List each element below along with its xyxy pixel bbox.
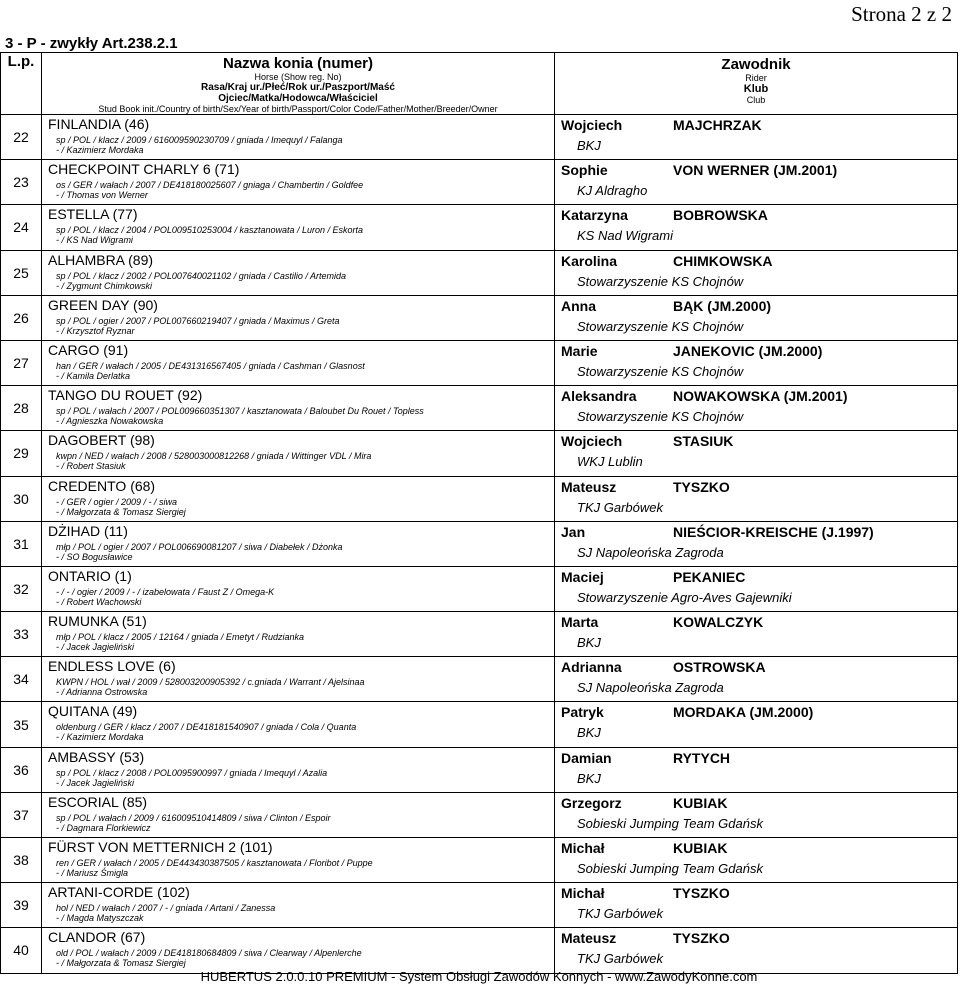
horse-name: ENDLESS LOVE (6) <box>48 658 176 675</box>
rider-last-name: VON WERNER (JM.2001) <box>673 162 838 179</box>
rider-club: Stowarzyszenie KS Chojnów <box>577 318 744 334</box>
horse-owner: - / Dagmara Florkiewicz <box>56 822 151 833</box>
horse-owner: - / Kazimierz Mordaka <box>56 732 144 743</box>
entry-lp: 31 <box>1 521 42 566</box>
rider-name <box>561 569 957 585</box>
rider-first-name: Sophie <box>561 162 608 179</box>
horse-name: FINLANDIA (46) <box>48 116 150 132</box>
horse-details: sp / POL / klacz / 2009 / 616009590230709 / gniada / Imequyl / Falanga <box>56 135 343 145</box>
rider-club: TKJ Garbówek <box>577 906 663 922</box>
horse-name: CREDENTO (68) <box>48 477 156 494</box>
rider-name <box>561 433 957 449</box>
rider-club: WKJ Lublin <box>577 454 643 470</box>
entry-rider-cell <box>555 115 958 160</box>
class-title: 3 - P - zwykły Art.238.2.1 <box>5 35 178 52</box>
entry-horse-cell <box>42 747 555 792</box>
rider-last-name: TYSZKO <box>673 930 730 947</box>
rider-last-name: KOWALCZYK <box>673 614 764 631</box>
rider-first-name: Karolina <box>561 252 618 269</box>
rider-name <box>561 207 957 223</box>
rider-last-name: JANEKOVIC (JM.2000) <box>673 342 823 359</box>
horse-owner: - / Robert Stasiuk <box>56 461 126 472</box>
entry-lp: 40 <box>1 928 42 973</box>
horse-details: hol / NED / wałach / 2007 / - / gniada / Artani / Zanessa <box>56 903 276 914</box>
horse-name: ONTARIO (1) <box>48 567 132 584</box>
horse-owner: - / Adrianna Ostrowska <box>56 687 148 698</box>
entry-horse-cell <box>42 115 555 160</box>
entry-rider-cell <box>555 340 958 385</box>
rider-name <box>561 614 957 630</box>
entry-horse-cell <box>42 386 555 431</box>
entry-horse-cell <box>42 250 555 295</box>
horse-owner: - / Mariusz Śmigla <box>56 868 129 878</box>
rider-name <box>561 885 957 901</box>
page-number: Strona 2 z 2 <box>851 2 952 26</box>
rider-name <box>561 930 957 946</box>
horse-details: młp / POL / klacz / 2005 / 12164 / gniada / Emetyt / Rudzianka <box>56 632 304 643</box>
rider-name <box>561 343 957 359</box>
rider-first-name: Katarzyna <box>561 207 628 224</box>
rider-first-name: Wojciech <box>561 433 623 450</box>
horse-name: CLANDOR (67) <box>48 929 146 946</box>
table-header-row <box>1 53 958 115</box>
horse-details: sp / POL / klacz / 2002 / POL007640021102 / gniada / Castilio / Artemida <box>56 270 347 281</box>
header-rider-sub3: Club <box>746 95 766 105</box>
entry-rider-cell <box>555 792 958 837</box>
table-row <box>1 431 958 476</box>
rider-last-name: STASIUK <box>673 433 734 450</box>
rider-last-name: TYSZKO <box>673 885 730 902</box>
rider-first-name: Jan <box>561 523 586 540</box>
horse-owner: - / Jacek Jagieliński <box>56 642 135 653</box>
table-row <box>1 521 958 566</box>
rider-club: Stowarzyszenie KS Chojnów <box>577 409 744 425</box>
table-row <box>1 838 958 883</box>
header-rider-sub1: Rider <box>745 73 767 83</box>
rider-name <box>561 750 957 766</box>
entry-rider-cell <box>555 566 958 611</box>
entry-rider-cell <box>555 747 958 792</box>
rider-first-name: Wojciech <box>561 117 623 133</box>
horse-owner: - / Kazimierz Mordaka <box>56 145 144 155</box>
entry-lp: 25 <box>1 250 42 295</box>
entry-rider-cell <box>555 205 958 250</box>
rider-last-name: KUBIAK <box>673 794 728 811</box>
horse-owner: - / Agnieszka Nowakowska <box>56 416 164 427</box>
entry-lp: 23 <box>1 160 42 205</box>
horse-details: old / POL / wałach / 2009 / DE418180684809 / siwa / Clearway / Alpenlerche <box>56 948 362 959</box>
rider-first-name: Adrianna <box>561 659 622 676</box>
horse-details: - / - / ogier / 2009 / - / izabelowata / Faust Z / Omega-K <box>56 586 275 597</box>
header-horse-title: Nazwa konia (numer) <box>222 55 374 72</box>
horse-owner: - / Jacek Jagieliński <box>56 777 135 788</box>
rider-club: BKJ <box>577 138 601 153</box>
entry-lp: 32 <box>1 566 42 611</box>
header-rider-title: Zawodnik <box>721 56 791 73</box>
table-row <box>1 115 958 160</box>
rider-name <box>561 840 957 856</box>
table-row <box>1 928 958 973</box>
table-row <box>1 160 958 205</box>
rider-first-name: Grzegorz <box>561 794 622 811</box>
horse-owner: - / Małgorzata & Tomasz Siergiej <box>56 506 186 517</box>
header-lp: L.p. <box>1 53 42 115</box>
rider-last-name: PEKANIEC <box>673 568 746 585</box>
table-row <box>1 250 958 295</box>
horse-owner: - / Krzysztof Ryznar <box>56 325 135 336</box>
table-row <box>1 747 958 792</box>
rider-first-name: Aleksandra <box>561 388 637 405</box>
entry-rider-cell <box>555 838 958 883</box>
rider-name <box>561 388 957 404</box>
rider-last-name: NIEŚCIOR-KREISCHE (J.1997) <box>673 523 874 540</box>
table-row <box>1 476 958 521</box>
header-rider-sub2: Klub <box>743 83 769 95</box>
horse-name: ESCORIAL (85) <box>48 793 148 810</box>
entry-lp: 36 <box>1 747 42 792</box>
horse-details: młp / POL / ogier / 2007 / POL006690081207 / siwa / Diabełek / Dżonka <box>56 541 343 552</box>
horse-owner: - / Zygmunt Chimkowski <box>56 280 153 291</box>
entry-lp: 28 <box>1 386 42 431</box>
table-row <box>1 657 958 702</box>
rider-last-name: BOBROWSKA <box>673 207 768 224</box>
rider-name <box>561 704 957 720</box>
rider-name <box>561 162 957 178</box>
rider-club: Stowarzyszenie Agro-Aves Gajewniki <box>577 589 792 605</box>
horse-details: os / GER / wałach / 2007 / DE418180025607 / gniaga / Chambertin / Goldfee <box>56 180 364 191</box>
table-row <box>1 702 958 747</box>
rider-last-name: TYSZKO <box>673 478 730 495</box>
horse-owner: - / Małgorzata & Tomasz Siergiej <box>56 958 186 969</box>
rider-first-name: Mateusz <box>561 930 617 947</box>
horse-name: AMBASSY (53) <box>48 748 145 765</box>
rider-first-name: Maciej <box>561 568 604 585</box>
entry-lp: 34 <box>1 657 42 702</box>
rider-last-name: KUBIAK <box>673 840 728 856</box>
entry-horse-cell <box>42 431 555 476</box>
rider-first-name: Damian <box>561 749 612 766</box>
table-row <box>1 883 958 928</box>
table-row <box>1 566 958 611</box>
entry-lp: 22 <box>1 115 42 160</box>
entry-rider-cell <box>555 160 958 205</box>
horse-name: GREEN DAY (90) <box>48 296 158 313</box>
horse-owner: - / Magda Matyszczak <box>56 913 144 924</box>
horse-details: han / GER / wałach / 2005 / DE431316567405 / gniada / Cashman / Glasnost <box>56 360 365 371</box>
table-row <box>1 205 958 250</box>
header-horse-sub2: Rasa/Kraj ur./Płeć/Rok ur./Paszport/Maść <box>201 82 395 93</box>
entry-horse-cell <box>42 295 555 340</box>
rider-last-name: OSTROWSKA <box>673 659 766 676</box>
entry-horse-cell <box>42 883 555 928</box>
rider-club: TKJ Garbówek <box>577 499 663 515</box>
entry-rider-cell <box>555 657 958 702</box>
horse-name: TANGO DU ROUET (92) <box>48 387 203 404</box>
entry-rider-cell <box>555 928 958 973</box>
rider-club: KJ Aldragho <box>577 183 648 199</box>
entry-lp: 29 <box>1 431 42 476</box>
table-body <box>1 115 958 974</box>
horse-owner: - / SO Bogusławice <box>56 551 133 562</box>
horse-name: DAGOBERT (98) <box>48 432 155 449</box>
header-horse <box>42 53 555 115</box>
rider-club: SJ Napoleońska Zagroda <box>577 680 724 696</box>
header-horse-sub1: Horse (Show reg. No) <box>254 72 342 82</box>
rider-first-name: Marta <box>561 614 599 631</box>
horse-owner: - / Robert Wachowski <box>56 596 142 607</box>
footer: HUBERTUS 2.0.0.10 PREMIUM - System Obsługi Zawodów Konnych - www.ZawodyKonne.com <box>200 969 758 984</box>
horse-name: CARGO (91) <box>48 341 129 358</box>
entry-horse-cell <box>42 205 555 250</box>
rider-club: BKJ <box>577 725 601 741</box>
rider-first-name: Mateusz <box>561 478 617 495</box>
entry-rider-cell <box>555 250 958 295</box>
entry-rider-cell <box>555 521 958 566</box>
table-row <box>1 340 958 385</box>
rider-name <box>561 524 957 540</box>
entry-lp: 24 <box>1 205 42 250</box>
rider-club: Sobieski Jumping Team Gdańsk <box>577 815 763 831</box>
entry-horse-cell <box>42 838 555 883</box>
horse-details: sp / POL / ogier / 2007 / POL007660219407 / gniada / Maximus / Greta <box>56 315 340 326</box>
entry-rider-cell <box>555 883 958 928</box>
entry-lp: 27 <box>1 340 42 385</box>
horse-details: kwpn / NED / wałach / 2008 / 528003000812268 / gniada / Wittinger VDL / Mira <box>56 451 372 462</box>
header-rider <box>555 53 958 115</box>
entry-lp: 38 <box>1 838 42 883</box>
rider-first-name: Patryk <box>561 704 604 721</box>
rider-club: Stowarzyszenie KS Chojnów <box>577 363 744 379</box>
horse-name: ESTELLA (77) <box>48 206 138 223</box>
rider-club: Sobieski Jumping Team Gdańsk <box>577 861 763 876</box>
rider-name <box>561 253 957 269</box>
horse-name: ARTANI-CORDE (102) <box>48 884 190 901</box>
entry-rider-cell <box>555 476 958 521</box>
horse-details: KWPN / HOL / wał / 2009 / 528003200905392 / c.gniada / Warrant / Ajelsinaa <box>56 677 365 688</box>
table-row <box>1 295 958 340</box>
rider-name <box>561 117 957 133</box>
rider-club: Stowarzyszenie KS Chojnów <box>577 273 744 289</box>
entry-lp: 39 <box>1 883 42 928</box>
rider-club: BKJ <box>577 770 601 786</box>
entry-horse-cell <box>42 160 555 205</box>
entry-rider-cell <box>555 702 958 747</box>
horse-details: sp / POL / wałach / 2009 / 616009510414809 / siwa / Clinton / Espoir <box>56 812 331 823</box>
entry-horse-cell <box>42 340 555 385</box>
horse-name: DŻIHAD (11) <box>48 522 128 539</box>
rider-first-name: Marie <box>561 342 598 359</box>
entry-rider-cell <box>555 386 958 431</box>
table-row <box>1 792 958 837</box>
rider-club: KS Nad Wigrami <box>577 228 673 244</box>
horse-details: ren / GER / wałach / 2005 / DE443430387505 / kasztanowata / Floribot / Puppe <box>56 858 373 868</box>
entry-lp: 35 <box>1 702 42 747</box>
horse-name: CHECKPOINT CHARLY 6 (71) <box>48 161 240 178</box>
entry-horse-cell <box>42 928 555 973</box>
rider-last-name: BĄK (JM.2000) <box>673 297 772 314</box>
horse-details: sp / POL / wałach / 2007 / POL009660351307 / kasztanowata / Baloubet Du Rouet / Topless <box>56 406 424 417</box>
rider-club: SJ Napoleońska Zagroda <box>577 544 724 560</box>
horse-details: sp / POL / klacz / 2008 / POL0095900997 / gniada / Imequyl / Azalia <box>56 767 328 778</box>
entry-horse-cell <box>42 657 555 702</box>
entry-lp: 37 <box>1 792 42 837</box>
entry-horse-cell <box>42 476 555 521</box>
table-row <box>1 612 958 657</box>
rider-first-name: Anna <box>561 297 596 314</box>
entry-rider-cell <box>555 612 958 657</box>
horse-name: QUITANA (49) <box>48 703 138 720</box>
table-row <box>1 386 958 431</box>
header-horse-sub3: Ojciec/Matka/Hodowca/Właściciel <box>218 93 378 104</box>
rider-last-name: RYTYCH <box>673 749 731 766</box>
horse-details: sp / POL / klacz / 2004 / POL009510253004 / kasztanowata / Luron / Eskorta <box>56 225 364 236</box>
header-horse-sub4: Stud Book init./Country of birth/Sex/Year of birth/Passport/Color Code/Father/Mother/Breeder/Owner <box>98 104 498 114</box>
entry-rider-cell <box>555 431 958 476</box>
rider-name <box>561 479 957 495</box>
start-list-table <box>0 52 958 974</box>
horse-name: FÜRST VON METTERNICH 2 (101) <box>48 839 273 855</box>
rider-name <box>561 298 957 314</box>
rider-club: TKJ Garbówek <box>577 951 663 967</box>
horse-name: RUMUNKA (51) <box>48 613 147 630</box>
entry-lp: 26 <box>1 295 42 340</box>
rider-first-name: Michał <box>561 840 605 856</box>
horse-owner: - / Thomas von Werner <box>56 190 148 201</box>
entry-horse-cell <box>42 521 555 566</box>
entry-rider-cell <box>555 295 958 340</box>
horse-details: - / GER / ogier / 2009 / - / siwa <box>56 496 178 507</box>
entry-horse-cell <box>42 702 555 747</box>
horse-name: ALHAMBRA (89) <box>48 251 154 268</box>
horse-owner: - / KS Nad Wigrami <box>56 235 133 246</box>
rider-last-name: MAJCHRZAK <box>673 117 762 133</box>
entry-horse-cell <box>42 612 555 657</box>
horse-details: oldenburg / GER / klacz / 2007 / DE418181540907 / gniada / Cola / Quanta <box>56 722 357 733</box>
rider-name <box>561 659 957 675</box>
rider-club: BKJ <box>577 635 601 651</box>
rider-last-name: MORDAKA (JM.2000) <box>673 704 814 721</box>
rider-name <box>561 795 957 811</box>
entry-lp: 30 <box>1 476 42 521</box>
horse-owner: - / Kamila Derlatka <box>56 370 131 381</box>
rider-first-name: Michał <box>561 885 605 902</box>
entry-horse-cell <box>42 792 555 837</box>
entry-lp: 33 <box>1 612 42 657</box>
rider-last-name: NOWAKOWSKA (JM.2001) <box>673 388 848 405</box>
rider-last-name: CHIMKOWSKA <box>673 252 773 269</box>
entry-horse-cell <box>42 566 555 611</box>
